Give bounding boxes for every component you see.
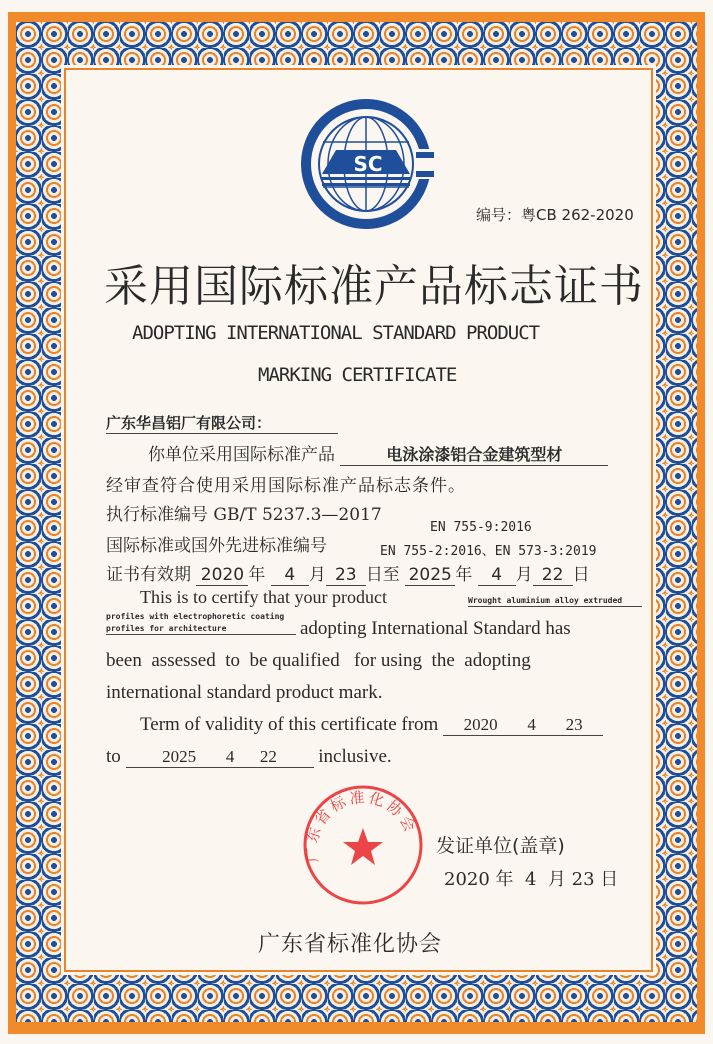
en-from-year: 2020 — [463, 715, 498, 734]
company-name: 广东华昌铝厂有限公司： — [106, 412, 338, 434]
intl-standard-label: 国际标准或国外先进标准编号 — [106, 536, 327, 556]
official-seal — [298, 780, 428, 910]
year-char: 年 — [495, 869, 514, 890]
en-to: to — [106, 746, 121, 767]
association-logo — [298, 97, 438, 232]
star-icon — [343, 828, 383, 865]
en-inclusive: inclusive. — [318, 746, 392, 767]
month-char: 月 — [547, 869, 566, 890]
valid-from-year: 2020 — [196, 565, 248, 586]
en-mark: international standard product mark. — [106, 682, 383, 703]
day-char: 日 — [600, 869, 619, 890]
en-to-day: 22 — [259, 747, 277, 766]
seal-text: 广东省标准化协会 — [302, 788, 421, 864]
year-char: 年 — [455, 565, 473, 585]
month-char: 月 — [515, 565, 533, 585]
product-name-en-3: profiles for architecture — [106, 624, 296, 635]
valid-from-day: 23 — [326, 565, 366, 586]
line1-prefix: 你单位采用国际标准产品 — [148, 445, 335, 465]
en-adopting: adopting International Standard has — [300, 618, 571, 639]
issue-month: 4 — [525, 869, 537, 890]
issue-day: 23 — [571, 869, 595, 890]
intl-standard-value-1: EN 755-9:2016 — [430, 520, 532, 535]
en-from-day: 23 — [565, 715, 583, 734]
certificate-number: 编号：粤CB 262-2020 — [476, 206, 634, 224]
line2: 经审查符合使用采用国际标准产品标志条件。 — [106, 476, 466, 496]
en-to-month: 4 — [225, 747, 235, 766]
issuing-organization: 广东省标准化协会 — [258, 932, 443, 957]
valid-to-day: 22 — [533, 565, 573, 586]
logo-lettering: SC — [353, 152, 383, 176]
intl-standard-value-2: EN 755-2:2016、EN 573-3:2019 — [380, 544, 597, 559]
en-to-year: 2025 — [162, 747, 197, 766]
standard-value: GB/T 5237.3—2017 — [213, 505, 382, 525]
valid-from-month: 4 — [271, 565, 309, 586]
title-chinese: 采用国际标准产品标志证书 — [104, 261, 644, 312]
issuer-label: 发证单位(盖章) — [436, 835, 565, 857]
product-name-en-1: Wrought aluminium alloy extruded — [468, 596, 642, 607]
year-char: 年 — [248, 565, 266, 585]
month-char: 月 — [308, 565, 326, 585]
validity-label: 证书有效期 — [106, 565, 191, 585]
product-name-cn: 电泳涂漆铝合金建筑型材 — [340, 442, 608, 466]
day-char: 日 — [572, 565, 590, 585]
issue-year: 2020 — [444, 869, 490, 890]
product-name-en-2: profiles with electrophoretic coating — [106, 612, 285, 621]
to-chars: 日至 — [365, 565, 400, 585]
title-english-line1: ADOPTING INTERNATIONAL STANDARD PRODUCT — [132, 322, 540, 344]
en-from-month: 4 — [527, 715, 536, 734]
en-assessed: been assessed to be qualified for using the adopting — [106, 650, 531, 671]
en-certify: This is to certify that your product — [140, 587, 387, 607]
standard-label: 执行标准编号 — [106, 505, 208, 525]
en-term: Term of validity of this certificate from — [140, 714, 439, 735]
title-english-line2: MARKING CERTIFICATE — [258, 364, 457, 386]
valid-to-month: 4 — [478, 565, 516, 586]
valid-to-year: 2025 — [405, 565, 455, 586]
